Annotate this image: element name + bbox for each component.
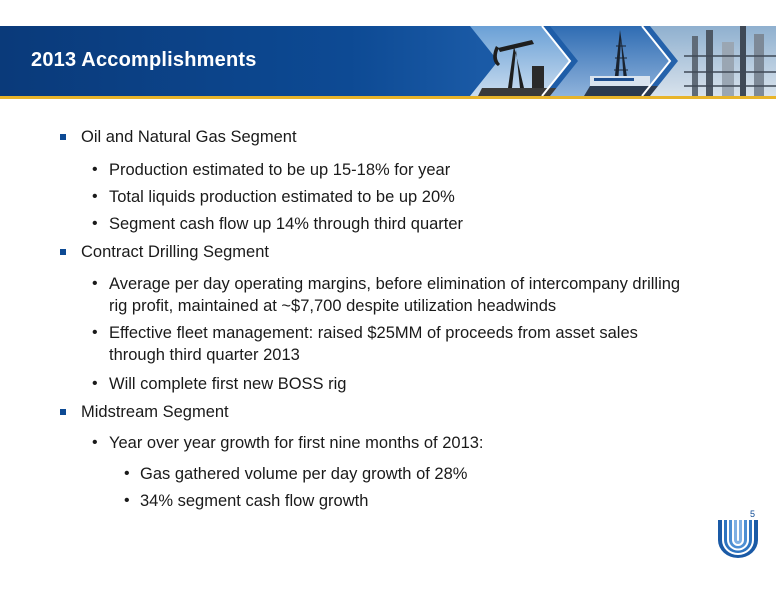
bullet-boss-rig: Will complete first new BOSS rig <box>109 375 347 393</box>
dot-bullet-icon: • <box>92 275 98 292</box>
section-heading-oil-gas: Oil and Natural Gas Segment <box>81 128 297 146</box>
bullet-production: Production estimated to be up 15-18% for year <box>109 161 451 179</box>
pumpjack-photo <box>470 26 570 96</box>
bullet-yoy-growth: Year over year growth for first nine months of 2013: <box>109 434 484 452</box>
subbullet-gas-volume: Gas gathered volume per day growth of 28% <box>140 465 468 483</box>
bullet-cash-flow: Segment cash flow up 14% through third quarter <box>109 215 464 233</box>
section-heading-contract-drilling: Contract Drilling Segment <box>81 243 269 261</box>
bullet-margins-line2: rig profit, maintained at ~$7,700 despite utilization headwinds <box>109 297 557 315</box>
section-heading-midstream: Midstream Segment <box>81 403 229 421</box>
square-bullet-icon <box>60 409 66 415</box>
dot-bullet-icon: • <box>92 434 98 451</box>
dot-bullet-icon: • <box>92 215 98 232</box>
square-bullet-icon <box>60 134 66 140</box>
bullet-fleet-line1: Effective fleet management: raised $25MM of proceeds from asset sales <box>109 324 638 342</box>
slide-header <box>0 26 776 96</box>
dot-bullet-icon: • <box>92 188 98 205</box>
dot-bullet-icon: • <box>124 465 130 482</box>
square-bullet-icon <box>60 249 66 255</box>
header-gold-rule <box>0 96 776 99</box>
bullet-margins-line1: Average per day operating margins, before elimination of intercompany drilling <box>109 275 681 293</box>
company-logo-icon <box>714 514 762 560</box>
dot-bullet-icon: • <box>124 492 130 509</box>
dot-bullet-icon: • <box>92 161 98 178</box>
bullet-fleet-line2: through third quarter 2013 <box>109 346 300 364</box>
dot-bullet-icon: • <box>92 375 98 392</box>
slide-title: 2013 Accomplishments <box>31 49 257 71</box>
dot-bullet-icon: • <box>92 324 98 341</box>
bullet-liquids: Total liquids production estimated to be up 20% <box>109 188 455 206</box>
header-photo-strip <box>470 26 776 96</box>
subbullet-segment-cash-flow: 34% segment cash flow growth <box>140 492 369 510</box>
page-number: 5 <box>750 509 756 519</box>
